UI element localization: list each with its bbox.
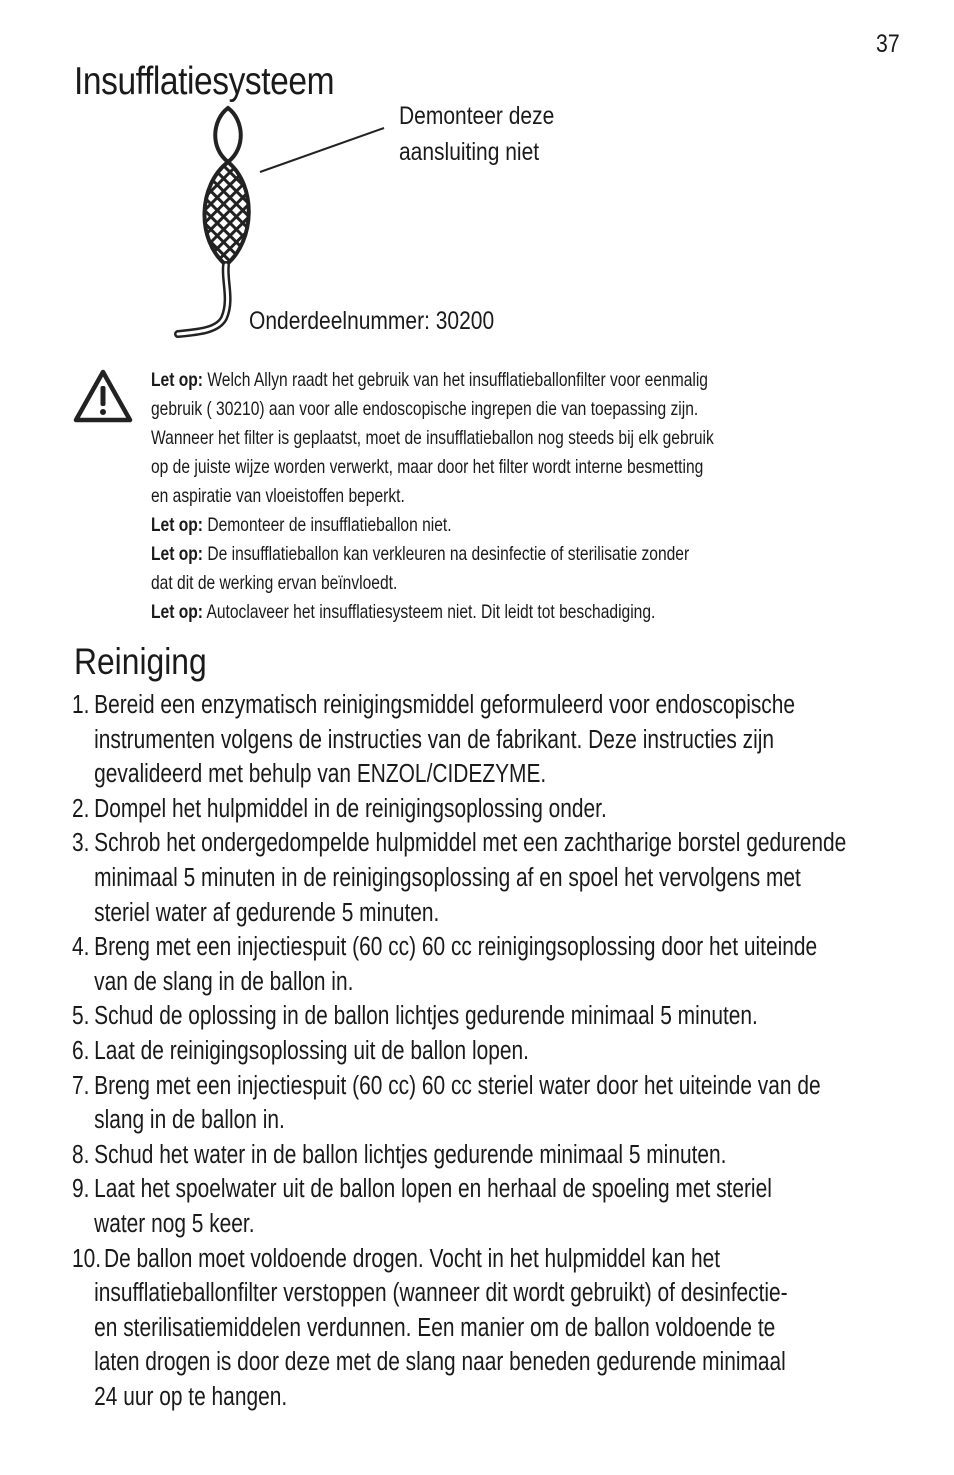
step-text: instrumenten volgens de instructies van de fabrikant. Deze instructies zijn (94, 725, 775, 754)
caution-note (151, 511, 891, 540)
step-text: 24 uur op te hangen. (94, 1382, 288, 1411)
step-text: slang in de ballon in. (94, 1106, 285, 1135)
step-number: 2. (72, 794, 90, 823)
step-text: laten drogen is door deze met de slang naar beneden gedurende minimaal (94, 1348, 786, 1377)
caution-notes (151, 366, 891, 627)
caution-label: Let op: (151, 543, 203, 565)
caution-label: Let op: (151, 369, 203, 391)
step-text: Laat het spoelwater uit de ballon lopen en herhaal de spoeling met steriel (94, 1175, 772, 1204)
step-text: insufflatieballonfilter verstoppen (wanneer dit wordt gebruikt) of desinfectie- (94, 1279, 788, 1308)
step-item (72, 1242, 912, 1415)
step-text: Breng met een injectiespuit (60 cc) 60 cc reinigingsoplossing door het uiteinde (94, 933, 818, 962)
step-text: Schrob het ondergedompelde hulpmiddel met een zachtharige borstel gedurende (94, 829, 847, 858)
step-number: 9. (72, 1175, 90, 1204)
caution-note (151, 598, 891, 627)
step-item (72, 999, 912, 1034)
step-item (72, 826, 912, 930)
step-text: Schud het water in de ballon lichtjes gedurende minimaal 5 minuten. (94, 1140, 727, 1169)
step-text: gevalideerd met behulp van ENZOL/CIDEZYME. (94, 760, 547, 789)
step-item (72, 1172, 912, 1241)
page-number: 37 (876, 30, 900, 58)
callout-line-2: aansluiting niet (399, 138, 540, 166)
step-item (72, 1034, 912, 1069)
note-text: gebruik ( 30210) aan voor alle endoscopische ingrepen die van toepassing zijn. (151, 398, 699, 420)
step-number: 5. (72, 1002, 90, 1031)
note-text: Wanneer het filter is geplaatst, moet de insufflatieballon nog steeds bij elk gebruik (151, 427, 714, 449)
step-text: steriel water af gedurende 5 minuten. (94, 898, 440, 927)
callout-text (399, 98, 619, 170)
step-number: 3. (72, 829, 90, 858)
caution-label: Let op: (151, 601, 203, 623)
step-text: minimaal 5 minuten in de reinigingsoplossing af en spoel het vervolgens met (94, 863, 801, 892)
part-number: Onderdeelnummer: 30200 (249, 307, 495, 335)
callout-leader-line (260, 128, 384, 172)
callout-line-1: Demonteer deze (399, 102, 555, 130)
step-text: Breng met een injectiespuit (60 cc) 60 cc steriel water door het uiteinde van de (94, 1071, 821, 1100)
step-number: 7. (72, 1071, 90, 1100)
caution-label: Let op: (151, 514, 203, 536)
note-text: Autoclaveer het insufflatiesysteem niet. Dit leidt tot beschadiging. (206, 601, 656, 623)
step-item (72, 688, 912, 792)
step-item (72, 1138, 912, 1173)
note-text: en aspiratie van vloeistoffen beperkt. (151, 485, 405, 507)
cleaning-steps-list (72, 688, 912, 1414)
step-text: De ballon moet voldoende drogen. Vocht in het hulpmiddel kan het (103, 1244, 721, 1273)
section-title-reiniging: Reiniging (74, 641, 207, 682)
step-text: en sterilisatiemiddelen verdunnen. Een manier om de ballon voldoende te (94, 1313, 776, 1342)
step-text: van de slang in de ballon in. (94, 967, 354, 996)
step-text: Laat de reinigingsoplossing uit de ballon lopen. (94, 1036, 529, 1065)
note-text: De insufflatieballon kan verkleuren na desinfectie of sterilisatie zonder (207, 543, 690, 565)
step-number: 1. (72, 691, 90, 719)
warning-triangle-icon (72, 368, 134, 424)
step-item (72, 930, 912, 999)
step-number: 6. (72, 1036, 90, 1065)
step-item (72, 792, 912, 827)
step-number: 10. (72, 1244, 102, 1273)
step-number: 8. (72, 1140, 90, 1169)
section-title-insufflatiesysteem: Insufflatiesysteem (74, 60, 335, 103)
step-text: Schud de oplossing in de ballon lichtjes gedurende minimaal 5 minuten. (94, 1002, 758, 1031)
caution-note (151, 366, 891, 511)
note-text: Welch Allyn raadt het gebruik van het insufflatieballonfilter voor eenmalig (207, 369, 708, 391)
step-text: Dompel het hulpmiddel in de reinigingsoplossing onder. (94, 794, 607, 823)
note-text: dat dit de werking ervan beïnvloedt. (151, 572, 398, 594)
step-number: 4. (72, 933, 90, 962)
caution-note (151, 540, 891, 598)
step-text: Bereid een enzymatisch reinigingsmiddel geformuleerd voor endoscopische (94, 691, 796, 719)
step-item (72, 1069, 912, 1138)
note-text: op de juiste wijze worden verwerkt, maar door het filter wordt interne besmetting (151, 456, 704, 478)
note-text: Demonteer de insufflatieballon niet. (207, 514, 452, 536)
step-text: water nog 5 keer. (94, 1209, 255, 1238)
